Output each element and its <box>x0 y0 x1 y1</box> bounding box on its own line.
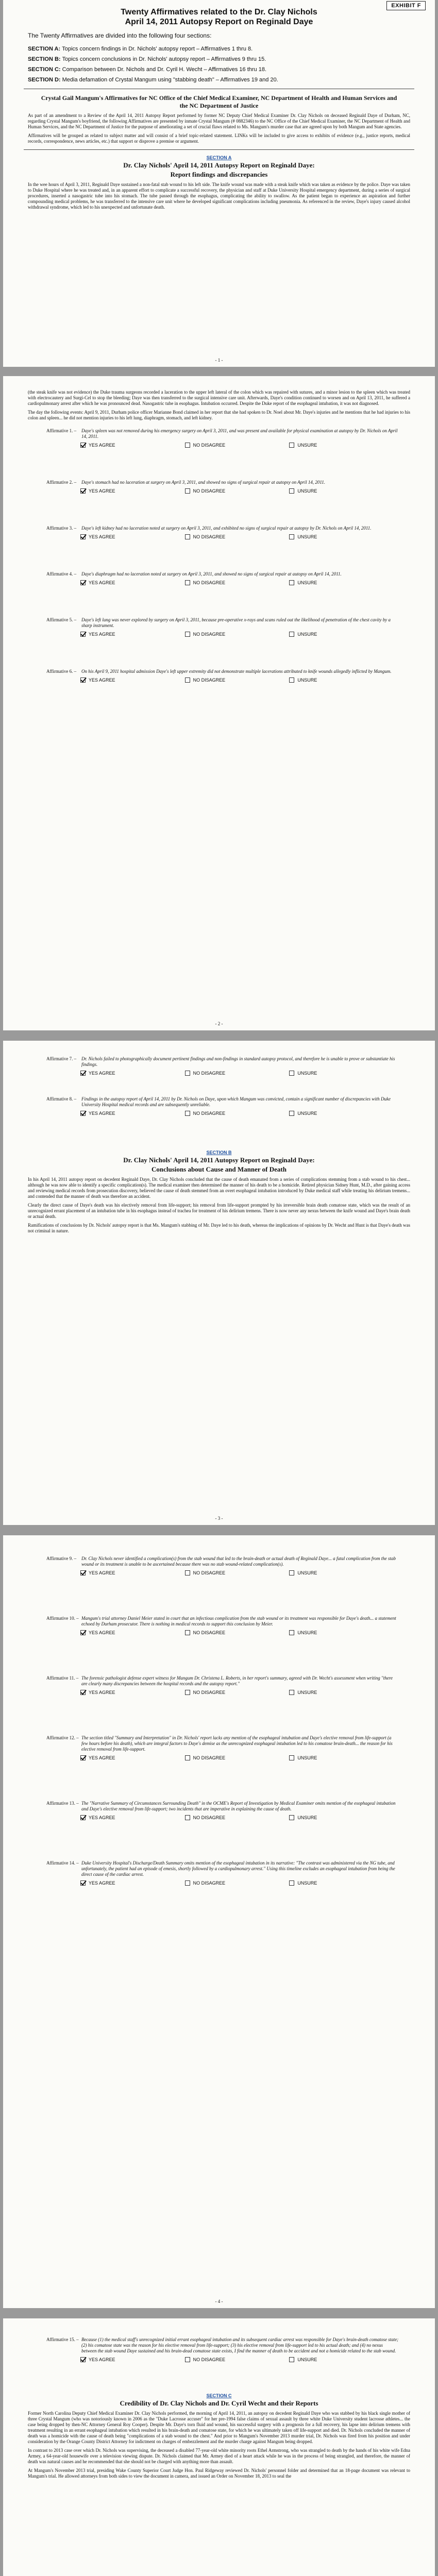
answer-options <box>80 1630 394 1635</box>
section-a-heading-2: Report findings and discrepancies <box>170 171 268 178</box>
option-label: UNSURE <box>297 1755 317 1760</box>
option-no-disagree[interactable] <box>185 1630 290 1635</box>
checkbox-unsure[interactable] <box>289 1755 294 1760</box>
affirmative-text <box>46 1860 399 1877</box>
option-no-disagree[interactable] <box>185 1570 290 1575</box>
affirmative-number: Affirmative 1. – <box>46 428 77 433</box>
option-label: YES AGREE <box>89 1111 115 1116</box>
affirmative-text <box>46 1556 399 1567</box>
option-no-disagree[interactable] <box>185 1880 290 1886</box>
option-label: UNSURE <box>297 1690 317 1695</box>
option-unsure[interactable] <box>289 2357 394 2362</box>
option-unsure[interactable] <box>289 1071 394 1076</box>
option-label: YES AGREE <box>89 1630 115 1635</box>
section-a-paragraph-3: The day the following events: April 9, 2011, Durham police officer Marianne Bond claimed in her report that she had spoken to Dr. Noel about Mr. Daye's injuries and he mentions that he had injuries to his colon and spleen... he did not mention injuries to his left lung, diaphragm, stomach, and left kidney. <box>28 410 410 420</box>
section-a-paragraph-1: In the wee hours of April 3, 2011, Reginald Daye sustained a non-fatal stab wound to his left side. The knife wound was made with a steak knife which was taken as evidence by the police. Daye was taken to Duke Hospital where he was treated and, in an apparent effort to complicate a successful recovery, the physician and staff at Duke University Hospital emergency department, during a series of surgical procedures, inserted a nasogastric tube into his stomach. The tube passed through the esophagus, complicating the ability to swallow. As the patient began to experience an aspiration and further compounding medical problems, he was transferred to the intensive care unit where he developed significant complications including pneumonia. As referenced in the review, Daye's injury caused alcohol withdrawal syndrome, which led to his unexpected and unfortunate death. <box>28 182 410 210</box>
option-label: NO DISAGREE <box>193 677 226 683</box>
checkbox-no-disagree[interactable] <box>185 2357 190 2362</box>
option-label: NO DISAGREE <box>193 632 226 637</box>
option-label: YES AGREE <box>89 1071 115 1076</box>
option-yes-agree[interactable] <box>80 1071 185 1076</box>
affirmative-number: Affirmative 13. – <box>46 1801 79 1806</box>
option-yes-agree[interactable] <box>80 488 185 494</box>
option-label: NO DISAGREE <box>193 1630 226 1635</box>
affirmative-text <box>46 1616 399 1627</box>
affirmative-block <box>3 526 435 539</box>
option-no-disagree[interactable] <box>185 488 290 494</box>
option-yes-agree[interactable] <box>80 1111 185 1116</box>
affirmative-text <box>46 428 399 439</box>
option-unsure[interactable] <box>289 1755 394 1760</box>
option-no-disagree[interactable] <box>185 1815 290 1820</box>
option-yes-agree[interactable] <box>80 2357 185 2362</box>
affirmative-block <box>3 1616 435 1635</box>
checkbox-yes-agree[interactable] <box>80 1880 86 1886</box>
answer-options <box>80 1071 394 1076</box>
affirmative-number: Affirmative 15. – <box>46 2337 79 2342</box>
checkbox-no-disagree[interactable] <box>185 1755 190 1760</box>
option-unsure[interactable] <box>289 677 394 683</box>
section-list-a: SECTION A: Topics concern findings in Dr. Nichols' autopsy report – Affirmatives 1 thru 8. <box>28 46 253 52</box>
section-list-c: SECTION C: Comparison between Dr. Nichols and Dr. Cyril H. Wecht – Affirmatives 16 thru 18. <box>28 66 266 73</box>
option-yes-agree[interactable] <box>80 1570 185 1575</box>
checkbox-no-disagree[interactable] <box>185 677 190 683</box>
affirmative-text <box>46 1801 399 1812</box>
section-b-heading-1: Dr. Clay Nichols' April 14, 2011 Autopsy Report on Reginald Daye: <box>123 1156 315 1164</box>
affirmative-statement: Mangum's trial attorney Daniel Meier stated in court that an infectious complication from the stab wound or its treatment was responsible for Daye's death... a statement echoed by Durham prosecutor. There is nothing in medical records to support this conclusion by Meier. <box>81 1616 396 1626</box>
affirmative-number: Affirmative 8. – <box>46 1096 77 1101</box>
option-label: NO DISAGREE <box>193 534 226 539</box>
checkbox-unsure[interactable] <box>289 2357 294 2362</box>
section-a-mark: SECTION A <box>206 155 232 160</box>
intro-text: The Twenty Affirmatives are divided into the following four sections: <box>28 32 212 39</box>
affirmative-block <box>3 1860 435 1886</box>
checkbox-unsure[interactable] <box>289 580 294 585</box>
checkbox-yes-agree[interactable] <box>80 1630 86 1635</box>
checkbox-yes-agree[interactable] <box>80 2357 86 2362</box>
checkbox-no-disagree[interactable] <box>185 1570 190 1575</box>
affirmative-statement: Daye's left kidney had no laceration noted at surgery on April 3, 2011, and exhibited no signs of surgical repair at autopsy by Dr. Nichols on April 14, 2011. <box>81 526 372 531</box>
checkbox-no-disagree[interactable] <box>185 1071 190 1076</box>
checkbox-unsure[interactable] <box>289 443 294 448</box>
option-unsure[interactable] <box>289 488 394 494</box>
checkbox-yes-agree[interactable] <box>80 1111 86 1116</box>
page-number: - 3 - <box>215 1516 223 1521</box>
affirmative-number: Affirmative 4. – <box>46 571 77 577</box>
section-b-paragraph-3: Ramifications of conclusions by Dr. Nichols' autopsy report is that Ms. Mangum's stabbing of Mr. Daye led to his death, whereas the implications of opinions by Dr. Wecht and Hunt is that Daye's death was not criminal in nature. <box>28 1223 410 1233</box>
option-unsure[interactable] <box>289 1815 394 1820</box>
option-label: UNSURE <box>297 632 317 637</box>
option-label: YES AGREE <box>89 677 115 683</box>
option-label: NO DISAGREE <box>193 1111 226 1116</box>
option-label: UNSURE <box>297 2357 317 2362</box>
affirmative-text <box>46 1675 399 1687</box>
option-label: UNSURE <box>297 534 317 539</box>
option-yes-agree[interactable] <box>80 1630 185 1635</box>
affirmative-block <box>3 669 435 683</box>
affirmative-block <box>3 428 435 448</box>
affirmative-statement: The forensic pathologist defense expert witness for Mangum Dr. Christena L. Roberts, in her report's summary, agreed with Dr. Wecht's assessment when writing "there are clearly many discrepancies between the hospital records and the autopsy report." <box>81 1675 393 1686</box>
page-5 <box>3 2318 435 2576</box>
affirmatives-paragraph-2: Affirmatives will be grouped as related to subject matter and will consist of a brief topic-related statement. LINKs will be included to give access to exhibits of evidence (e.g., justice reports, medical records, correspondence, news articles, etc.) that support or disprove a premise or argument. <box>28 133 410 144</box>
option-label: NO DISAGREE <box>193 1880 226 1886</box>
affirmative-block <box>3 1056 435 1076</box>
section-b-heading-2: Conclusions about Cause and Manner of Death <box>151 1165 287 1173</box>
checkbox-yes-agree[interactable] <box>80 443 86 448</box>
checkbox-unsure[interactable] <box>289 1690 294 1695</box>
option-no-disagree[interactable] <box>185 632 290 637</box>
checkbox-yes-agree[interactable] <box>80 1755 86 1760</box>
checkbox-unsure[interactable] <box>289 632 294 637</box>
page-2 <box>3 376 435 1030</box>
option-yes-agree[interactable] <box>80 632 185 637</box>
affirmative-block <box>3 617 435 637</box>
affirmative-statement: Daye's spleen was not removed during his emergency surgery on April 3, 2011, and was present and available for physical examination at autopsy by Dr. Nichols on April 14, 2011. <box>81 428 398 439</box>
affirmative-statement: Dr. Clay Nichols never identified a complication(s) from the stab wound that led to the brain-death or actual death of Reginald Daye... a fatal complication from the stab wound or its treatment is unable to be ascertained because there was no stab wound-related complication(s). <box>81 1556 396 1567</box>
answer-options <box>80 488 394 494</box>
section-b-mark: SECTION B <box>206 1150 232 1155</box>
affirmative-block <box>3 1096 435 1116</box>
checkbox-no-disagree[interactable] <box>185 1111 190 1116</box>
affirmative-text <box>46 617 399 629</box>
affirmative-number: Affirmative 11. – <box>46 1675 79 1681</box>
affirmative-number: Affirmative 12. – <box>46 1735 79 1740</box>
option-no-disagree[interactable] <box>185 1755 290 1760</box>
affirmative-text <box>46 480 399 485</box>
option-label: NO DISAGREE <box>193 1071 226 1076</box>
option-label: YES AGREE <box>89 1690 115 1695</box>
option-label: YES AGREE <box>89 1815 115 1820</box>
option-unsure[interactable] <box>289 632 394 637</box>
affirmative-text <box>46 669 399 674</box>
option-no-disagree[interactable] <box>185 2357 290 2362</box>
option-yes-agree[interactable] <box>80 1690 185 1695</box>
affirmative-statement: Findings in the autopsy report of April 14, 2011 by Dr. Nichols on Daye, upon which Mangum was convicted, contain a significant number of discrepancies with Duke University Hospital medical records and are subsequently unreliable. <box>81 1096 391 1107</box>
option-unsure[interactable] <box>289 1570 394 1575</box>
answer-options <box>80 1690 394 1695</box>
option-label: NO DISAGREE <box>193 580 226 585</box>
checkbox-no-disagree[interactable] <box>185 488 190 494</box>
page-number: - 2 - <box>215 1021 223 1026</box>
affirmative-number: Affirmative 6. – <box>46 669 77 674</box>
affirmative-text <box>46 571 399 577</box>
exhibit-badge: EXHIBIT F <box>386 1 426 10</box>
doc-title-1: Twenty Affirmatives related to the Dr. Clay Nichols <box>121 8 317 16</box>
affirmative-statement: Daye's stomach had no laceration at surgery on April 3, 2011, and showed no signs of surgical repair at autopsy on April 14, 2011. <box>81 480 325 485</box>
affirmative-text <box>46 1056 399 1067</box>
option-unsure[interactable] <box>289 1690 394 1695</box>
checkbox-unsure[interactable] <box>289 488 294 494</box>
option-label: YES AGREE <box>89 443 115 448</box>
checkbox-unsure[interactable] <box>289 1630 294 1635</box>
affirmative-block <box>3 2337 435 2362</box>
option-label: UNSURE <box>297 1111 317 1116</box>
answer-options <box>80 1570 394 1575</box>
option-label: NO DISAGREE <box>193 443 226 448</box>
affirmative-block <box>3 1735 435 1760</box>
section-list-d: SECTION D: Media defamation of Crystal Mangum using "stabbing death" – Affirmatives 19 and 20. <box>28 77 278 83</box>
option-yes-agree[interactable] <box>80 677 185 683</box>
option-label: UNSURE <box>297 1570 317 1575</box>
answer-options <box>80 677 394 683</box>
answer-options <box>80 2357 394 2362</box>
option-unsure[interactable] <box>289 1111 394 1116</box>
section-list-b: SECTION B: Topics concern conclusions in Dr. Nichols' autopsy report – Affirmatives 9 thru 15. <box>28 56 266 62</box>
checkbox-no-disagree[interactable] <box>185 580 190 585</box>
section-a-heading-1: Dr. Clay Nichols' April 14, 2011 Autopsy Report on Reginald Daye: <box>123 161 315 169</box>
checkbox-no-disagree[interactable] <box>185 1815 190 1820</box>
option-no-disagree[interactable] <box>185 443 290 448</box>
affirmative-statement: Duke University Hospital's Discharge/Death Summary omits mention of the esophageal intubation in its narrative: "The contrast was administered via the NG tube, and unfortunately, the patient had an episode of emesis, shortly followed by a cardiopulmonary arrest." Using this timeline excludes an esophageal intubation from being the direct cause of the cardiac arrest. <box>81 1860 395 1877</box>
option-label: YES AGREE <box>89 2357 115 2362</box>
option-label: YES AGREE <box>89 1570 115 1575</box>
affirmative-statement: Because (1) the medical staff's unrecognized initial errant esophageal intubation and its subsequent cardiac arrest was responsible for Daye's brain-death comatose state; (2) his comatose state was the reason for his elective removal from life-support; (3) his elective removal from life-support led to his actual death; and (4) no nexus between the stab wound Daye sustained and his brain-dead comatose state exists, I find the manner of death to be accident and not a homicide related to the stab wound. <box>81 2337 399 2353</box>
affirmative-block <box>3 1675 435 1695</box>
affirmative-number: Affirmative 2. – <box>46 480 77 485</box>
affirmative-number: Affirmative 9. – <box>46 1556 77 1561</box>
affirmative-block <box>3 480 435 494</box>
section-c-paragraph-2: In contrast to 2013 case over which Dr. Nichols was supervising, the deceased a disabled 77-year-old white minority roots Ethel Armstrong, who was strangled to death by the hands of his white wife Edna Armey, a 64-year-old housewife over a television viewing dispute. Dr. Nichols claimed that Mr. Armey died of a heart attack while he was in the process of being strangled, and therefore, the manner of death was natural causes and he recommended that she should not be charged with anything more than assault. <box>28 2448 410 2464</box>
answer-options <box>80 534 394 539</box>
affirmative-text <box>46 526 399 531</box>
page-number: - 4 - <box>215 2299 223 2304</box>
affirmative-number: Affirmative 14. – <box>46 1860 79 1866</box>
affirmative-statement: The section titled "Summary and Interpretation" in Dr. Nichols' report lacks any mention of the esophageal intubation and Daye's elective removal from life-support (a few hours before his death), which are integral factors to Daye's demise as the unrecognized esophageal intubation led to his comatose brain-death... the reason for his elective removal from life-support. <box>81 1735 393 1752</box>
option-label: UNSURE <box>297 443 317 448</box>
option-unsure[interactable] <box>289 580 394 585</box>
affirmative-statement: Dr. Nichols failed to photographically document pertinent findings and non-findings in standard autopsy protocol, and therefore he is unable to prove or substantiate his findings. <box>81 1056 395 1067</box>
option-label: UNSURE <box>297 1630 317 1635</box>
option-yes-agree[interactable] <box>80 1880 185 1886</box>
option-label: YES AGREE <box>89 1880 115 1886</box>
page-4 <box>3 1535 435 2308</box>
section-a-paragraph-2: (the steak knife was not evidence) the Duke trauma surgeons recorded a laceration to the upper left lateral of the colon which was repaired with sutures, and a minor lesion to the spleen which was treated with electrocautery and Surgi-Cel to stop the bleeding; Daye was then transferred to the surgical intensive care unit. Afterwards, Daye's condition continued to worsen and on April 13, 2011, he suffered a cardiopulmonary arrest after which he was pronounced dead. Nasogastric tube in esophagus. Intubation occurred. Despite the Duke report of the esophageal intubation, it was not diagnosed. <box>28 389 410 406</box>
section-b-paragraph-2: Clearly the direct cause of Daye's death was his electively removal from life-support; his removal from life-support prompted by his irreversible brain death comatose state, which was the result of an unrecognized errant placement of an intubation tube in his esophagus instead of trachea for treatment of his delirium tremens. There is now never any nexus between the knife wound and Daye's brain death or actual death. <box>28 1202 410 1219</box>
answer-options <box>80 443 394 448</box>
divider <box>24 149 414 150</box>
affirmative-text <box>46 1735 399 1752</box>
option-label: UNSURE <box>297 1880 317 1886</box>
checkbox-yes-agree[interactable] <box>80 1071 86 1076</box>
answer-options <box>80 632 394 637</box>
checkbox-unsure[interactable] <box>289 1880 294 1886</box>
option-no-disagree[interactable] <box>185 677 290 683</box>
option-label: YES AGREE <box>89 488 115 494</box>
page-1 <box>3 0 435 367</box>
checkbox-yes-agree[interactable] <box>80 1815 86 1820</box>
option-unsure[interactable] <box>289 1880 394 1886</box>
option-label: YES AGREE <box>89 632 115 637</box>
option-label: NO DISAGREE <box>193 488 226 494</box>
checkbox-yes-agree[interactable] <box>80 1570 86 1575</box>
section-b-paragraph-1: In his April 14, 2011 autopsy report on decedent Reginald Daye, Dr. Clay Nichols concluded that the cause of death emanated from a series of complications stemming from a stab wound to his chest... although he was now able to identify a specific complication(s). The medical examiner then determined the manner of his death to be a homicide. Retired physician Sidney Hunt, M.D., after gaining access and reviewing medical records from prosecution discovery, believed the cause of death stemmed from an overt esophageal intubation introduced by Duke medical staff while treating his delirium tremens... and contended that the manner of death was therefore an accident. <box>28 1177 410 1199</box>
option-label: NO DISAGREE <box>193 1815 226 1820</box>
option-no-disagree[interactable] <box>185 1690 290 1695</box>
option-yes-agree[interactable] <box>80 1755 185 1760</box>
option-label: YES AGREE <box>89 1755 115 1760</box>
affirmative-block <box>3 571 435 585</box>
option-no-disagree[interactable] <box>185 1071 290 1076</box>
checkbox-unsure[interactable] <box>289 677 294 683</box>
option-no-disagree[interactable] <box>185 580 290 585</box>
option-unsure[interactable] <box>289 534 394 539</box>
affirmative-statement: The "Narrative Summary of Circumstances Surrounding Death" in the OCME's Report of Investigation by Medical Examiner omits mention of the esophageal intubation and Daye's elective removal from life-support; two incidents that are imperative in explaining the cause of death. <box>81 1801 396 1811</box>
affirmative-text <box>46 2337 399 2354</box>
option-label: NO DISAGREE <box>193 1690 226 1695</box>
checkbox-unsure[interactable] <box>289 534 294 539</box>
checkbox-yes-agree[interactable] <box>80 534 86 539</box>
option-no-disagree[interactable] <box>185 534 290 539</box>
page-3 <box>3 1041 435 1525</box>
option-unsure[interactable] <box>289 1630 394 1635</box>
option-yes-agree[interactable] <box>80 443 185 448</box>
affirmative-number: Affirmative 5. – <box>46 617 77 622</box>
checkbox-no-disagree[interactable] <box>185 534 190 539</box>
checkbox-unsure[interactable] <box>289 1071 294 1076</box>
answer-options <box>80 580 394 585</box>
option-label: NO DISAGREE <box>193 1755 226 1760</box>
option-yes-agree[interactable] <box>80 1815 185 1820</box>
section-c-mark: SECTION C <box>206 2393 232 2398</box>
answer-options <box>80 1880 394 1886</box>
checkbox-yes-agree[interactable] <box>80 488 86 494</box>
answer-options <box>80 1111 394 1116</box>
option-label: YES AGREE <box>89 580 115 585</box>
checkbox-no-disagree[interactable] <box>185 1690 190 1695</box>
affirmative-number: Affirmative 3. – <box>46 526 77 531</box>
affirmative-statement: Daye's left lung was never explored by surgery on April 3, 2011, because pre-operative x-rays and scans ruled out the likelihood of penetration of the chest cavity by a sharp instrument. <box>81 617 391 628</box>
section-c-paragraph-1: Former North Carolina Deputy Chief Medical Examiner Dr. Clay Nichols performed, the morning of April 14, 2011, an autopsy on decedent Reginald Daye who was stabbed by his black single mother of three Crystal Mangum (who was notoriously known in 2006 as the "Duke Lacrosse accuser" for her pre-1994 false claims of sexual assault by three white Duke University student lacrosse athletes... the case being dropped by then-NC Attorney General Roy Cooper). Despite Mr. Daye's torn fluid and wound, his successful surgery with a prognosis for a full recovery, his lapse into delirium tremens with treatment resulting in an errant esophageal intubation which resulted in his brain-death and comatose state, for which he was ultimately taken off life-support and died. Dr. Nichols concluded the manner of death was a homicide with the cause of death being "complications of a stab wound to the chest." And prior to Mangum's November 2013 murder trial, Dr. Nichols was fired from his position and under consideration by the Orange County District Attorney for indictment on charges of embezzlement and the murder charge against Mangum being dropped. <box>28 2411 410 2444</box>
affirmatives-paragraph-1: As part of an amendment to a Review of the April 14, 2011 Autopsy Report performed by former NC Deputy Chief Medical Examiner Dr. Clay Nichols on deceased Reginald Daye of Durham, NC, regarding Crystal Mangum's boyfriend, the following Affirmatives are presented by inmate Crystal Mangum (# 0882346) to the NC Office of the Chief Medical Examiner, the NC Department of Health and Human Services, and the NC Department of Justice for the purpose of ameliorating a set of crucial flaws related to Ms. Mangum's murder case that are agreed upon by both Mangum and State agencies. <box>28 113 410 129</box>
option-label: NO DISAGREE <box>193 1570 226 1575</box>
option-label: UNSURE <box>297 488 317 494</box>
answer-options <box>80 1755 394 1760</box>
checkbox-yes-agree[interactable] <box>80 677 86 683</box>
section-c-heading: Credibility of Dr. Clay Nichols and Dr. Cyril Wecht and their Reports <box>120 2399 318 2407</box>
option-label: UNSURE <box>297 677 317 683</box>
option-yes-agree[interactable] <box>80 534 185 539</box>
affirmative-statement: Daye's diaphragm had no laceration noted at surgery on April 3, 2011, and showed no signs of surgical repair at autopsy on April 14, 2011. <box>81 571 342 577</box>
option-unsure[interactable] <box>289 443 394 448</box>
checkbox-unsure[interactable] <box>289 1111 294 1116</box>
checkbox-yes-agree[interactable] <box>80 1690 86 1695</box>
affirmative-block <box>3 1801 435 1820</box>
option-label: UNSURE <box>297 1071 317 1076</box>
answer-options <box>80 1815 394 1820</box>
checkbox-no-disagree[interactable] <box>185 632 190 637</box>
option-label: NO DISAGREE <box>193 2357 226 2362</box>
checkbox-yes-agree[interactable] <box>80 632 86 637</box>
section-c-paragraph-3: At Mangum's November 2013 trial, presiding Wake County Superior Court Judge Hon. Paul Ridgeway reviewed Dr. Nichols' personnel folder and determined that an 18-page document was relevant to Mangum's trial. He allowed attorneys from both sides to view the document in camera, and issued an Order on November 18, 2013 to seal the <box>28 2468 410 2479</box>
option-no-disagree[interactable] <box>185 1111 290 1116</box>
checkbox-no-disagree[interactable] <box>185 1880 190 1886</box>
checkbox-yes-agree[interactable] <box>80 580 86 585</box>
affirmative-number: Affirmative 7. – <box>46 1056 77 1061</box>
affirmative-text <box>46 1096 399 1108</box>
doc-title-2: April 14, 2011 Autopsy Report on Reginald Daye <box>125 18 313 26</box>
affirmative-number: Affirmative 10. – <box>46 1616 79 1621</box>
checkbox-unsure[interactable] <box>289 1815 294 1820</box>
option-yes-agree[interactable] <box>80 580 185 585</box>
affirmatives-heading: Crystal Gail Mangum's Affirmatives for NC Office of the Chief Medical Examiner, NC Department of Health and Human Services and the NC Department of Justice <box>41 94 397 109</box>
affirmative-block <box>3 1556 435 1575</box>
option-label: UNSURE <box>297 580 317 585</box>
page-number: - 1 - <box>215 358 223 363</box>
affirmative-statement: On his April 9, 2011 hospital admission Daye's left upper extremity did not demonstrate multiple lacerations attributed to knife wounds allegedly inflicted by Mangum. <box>81 669 392 674</box>
option-label: UNSURE <box>297 1815 317 1820</box>
checkbox-unsure[interactable] <box>289 1570 294 1575</box>
checkbox-no-disagree[interactable] <box>185 443 190 448</box>
checkbox-no-disagree[interactable] <box>185 1630 190 1635</box>
option-label: YES AGREE <box>89 534 115 539</box>
